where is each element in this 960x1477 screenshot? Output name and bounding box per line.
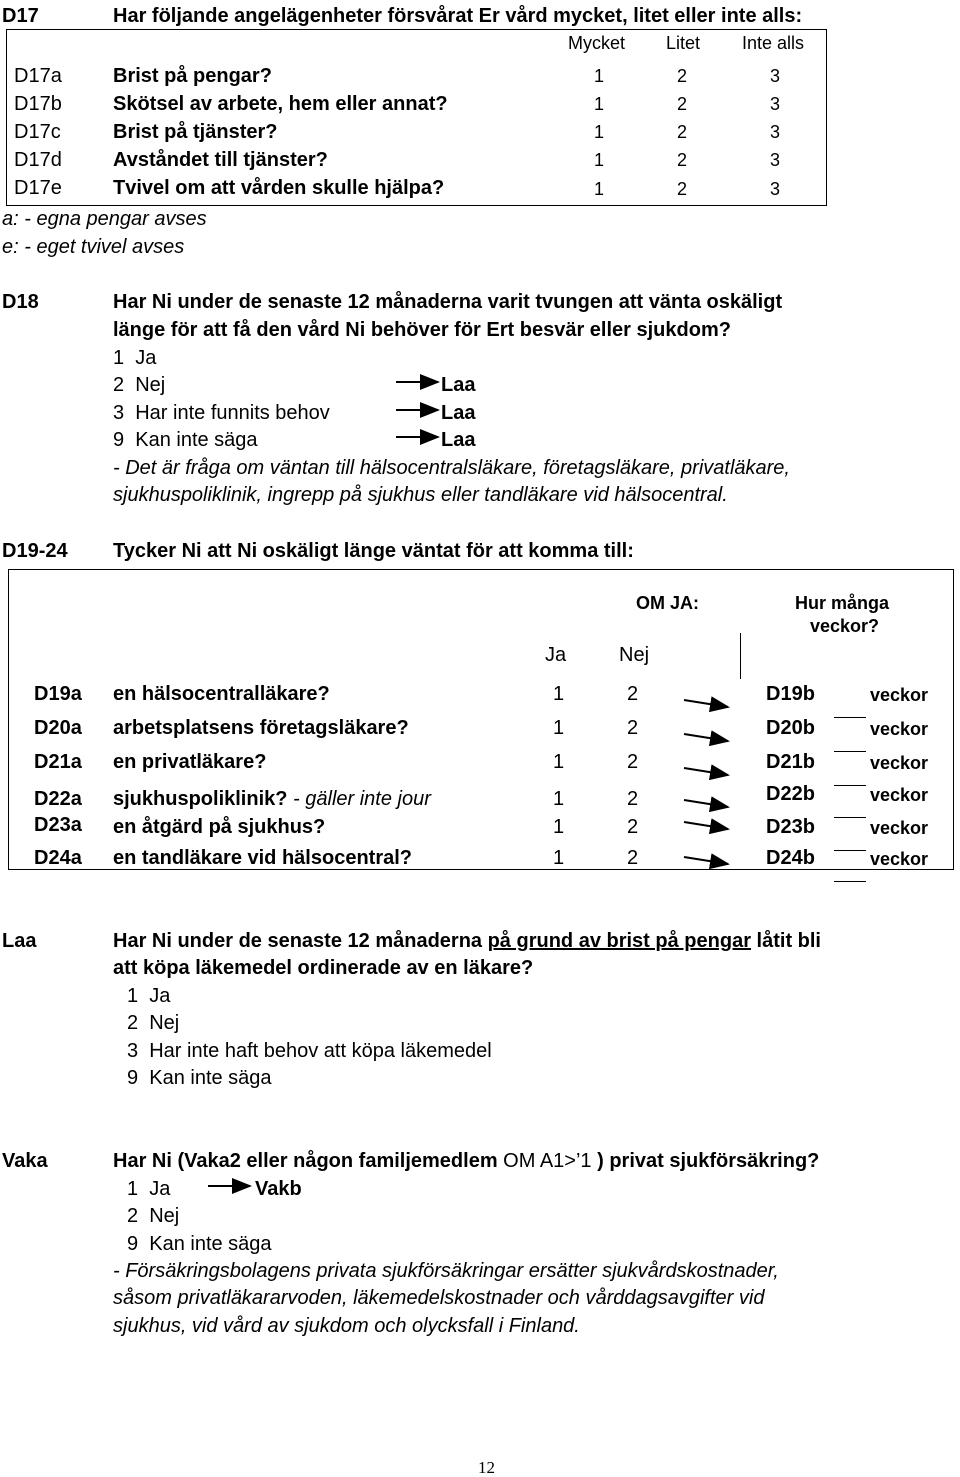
option-2[interactable]: 2: [677, 150, 688, 170]
vaka-q-bold2: ) privat sjukförsäkring?: [591, 1150, 820, 1172]
d18-note-line2: sjukhuspoliklinik, ingrepp på sjukhus eller tandläkare vid hälsocentral.: [113, 484, 728, 506]
row-unit: veckor: [870, 785, 929, 805]
row-unit: veckor: [870, 685, 929, 705]
row-code: D22a: [34, 788, 82, 810]
option-3[interactable]: 3: [770, 122, 781, 142]
item-text: Tvivel om att vården skulle hjälpa?: [113, 177, 445, 199]
row-sub-code: D20b: [766, 717, 815, 739]
weeks-blank[interactable]: [830, 770, 870, 790]
arrow-right-icon: [684, 730, 730, 748]
row-unit: veckor: [870, 753, 929, 773]
option-3[interactable]: 3: [770, 94, 781, 114]
d17-scale-inte-alls: Inte alls: [742, 33, 805, 53]
row-text: en privatläkare?: [113, 751, 267, 773]
option-no[interactable]: 2: [627, 816, 639, 838]
d18-option-cannot-say[interactable]: 9 Kan inte säga: [113, 429, 258, 451]
d18-option-nej[interactable]: 2 Nej: [113, 374, 166, 396]
vaka-goto-vakb[interactable]: Vakb: [255, 1178, 302, 1200]
option-3[interactable]: 3: [770, 66, 781, 86]
row-code: D21a: [34, 751, 82, 773]
vaka-code: Vaka: [2, 1150, 48, 1172]
laa-code: Laa: [2, 930, 37, 952]
weeks-blank[interactable]: [830, 835, 870, 855]
row-code: D24a: [34, 847, 82, 869]
d18-code: D18: [2, 291, 39, 313]
d18-option-ja[interactable]: 1 Ja: [113, 347, 157, 369]
option-yes[interactable]: 1: [553, 816, 565, 838]
arrow-right-icon: [396, 431, 440, 443]
laa-option-cannot-say[interactable]: 9 Kan inte säga: [127, 1067, 272, 1089]
row-sub-code: D19b: [766, 683, 815, 705]
weeks-blank[interactable]: [830, 736, 870, 756]
arrow-right-icon: [684, 854, 730, 868]
arrow-right-icon: [684, 764, 730, 782]
option-yes[interactable]: 1: [553, 683, 565, 705]
option-2[interactable]: 2: [677, 179, 688, 199]
item-code: D17c: [14, 121, 61, 143]
d17-question: Har följande angelägenheter försvårat Er vård mycket, litet eller inte alls:: [113, 5, 803, 27]
row-code: D23a: [34, 814, 82, 836]
row-unit: veckor: [870, 849, 929, 869]
vaka-note-line1: - Försäkringsbolagens privata sjukförsäkringar ersätter sjukvårdskostnader,: [113, 1260, 779, 1282]
option-no[interactable]: 2: [627, 683, 639, 705]
laa-q-post: låtit bli: [750, 930, 821, 952]
row-sub-code: D22b: [766, 783, 815, 805]
d17-scale-mycket: Mycket: [568, 33, 626, 53]
arrow-right-icon: [684, 818, 730, 836]
item-code: D17b: [14, 93, 62, 115]
row-extra: - gäller inte jour: [287, 788, 431, 810]
row-text: en hälsocentralläkare?: [113, 683, 330, 705]
option-yes[interactable]: 1: [553, 751, 565, 773]
option-yes[interactable]: 1: [553, 717, 565, 739]
weeks-blank[interactable]: [830, 866, 870, 886]
d18-goto-laa-3[interactable]: Laa: [441, 429, 476, 451]
row-sub-code: D23b: [766, 816, 815, 838]
arrow-right-icon: [396, 404, 440, 416]
laa-q-underline: på grund av brist på pengar: [487, 930, 751, 952]
vaka-option-ja[interactable]: 1 Ja: [127, 1178, 171, 1200]
option-2[interactable]: 2: [677, 94, 688, 114]
vaka-option-nej[interactable]: 2 Nej: [127, 1205, 180, 1227]
d18-question-line1: Har Ni under de senaste 12 månaderna varit tvungen att vänta oskäligt: [113, 291, 783, 313]
d19-24-code: D19-24: [2, 540, 68, 562]
d18-goto-laa-2[interactable]: Laa: [441, 402, 476, 424]
page-number: 12: [478, 1458, 495, 1477]
row-sub-code: D24b: [766, 847, 815, 869]
laa-option-nej[interactable]: 2 Nej: [127, 1012, 180, 1034]
row-text: en tandläkare vid hälsocentral?: [113, 847, 412, 869]
row-code: D20a: [34, 717, 82, 739]
arrow-right-icon: [208, 1180, 252, 1192]
option-yes[interactable]: 1: [553, 847, 565, 869]
vaka-note-line3: sjukhus, vid vård av sjukdom och olycksfall i Finland.: [113, 1315, 580, 1337]
option-3[interactable]: 3: [770, 179, 781, 199]
d18-goto-laa-1[interactable]: Laa: [441, 374, 476, 396]
option-1[interactable]: 1: [594, 94, 605, 114]
option-2[interactable]: 2: [677, 66, 688, 86]
laa-option-ja[interactable]: 1 Ja: [127, 985, 171, 1007]
option-1[interactable]: 1: [594, 66, 605, 86]
option-no[interactable]: 2: [627, 751, 639, 773]
item-text: Avståndet till tjänster?: [113, 149, 328, 171]
row-unit: veckor: [870, 818, 929, 838]
item-code: D17d: [14, 149, 62, 171]
item-code: D17a: [14, 65, 62, 87]
row-text-wrap: [113, 789, 431, 809]
ja-header: Ja: [545, 644, 567, 666]
option-1[interactable]: 1: [594, 150, 605, 170]
arrow-right-icon: [684, 796, 730, 814]
vaka-question: [113, 1151, 819, 1171]
row-text: arbetsplatsens företagsläkare?: [113, 717, 409, 739]
weeks-blank[interactable]: [830, 702, 870, 722]
hur-manga-label: Hur många: [795, 593, 890, 613]
option-1[interactable]: 1: [594, 179, 605, 199]
laa-question-line2: att köpa läkemedel ordinerade av en läkare?: [113, 957, 534, 979]
vaka-q-normal: OM A1>’1: [497, 1150, 592, 1172]
option-1[interactable]: 1: [594, 122, 605, 142]
d17-note-e: e: - eget tvivel avses: [2, 236, 185, 258]
option-no[interactable]: 2: [627, 717, 639, 739]
row-text: sjukhuspoliklinik?: [113, 788, 288, 810]
item-text: Brist på tjänster?: [113, 121, 278, 143]
om-ja-label: OM JA:: [636, 593, 699, 613]
d17-note-a: a: - egna pengar avses: [2, 208, 207, 230]
d18-question-line2: länge för att få den vård Ni behöver för Ert besvär eller sjukdom?: [113, 319, 731, 341]
arrow-right-icon: [396, 376, 440, 388]
d17-code: D17: [2, 5, 39, 27]
weeks-blank[interactable]: [830, 802, 870, 822]
laa-q-pre: Har Ni under de senaste 12 månaderna: [113, 930, 488, 952]
row-unit: veckor: [870, 719, 929, 739]
laa-option-no-need[interactable]: 3 Har inte haft behov att köpa läkemedel: [127, 1040, 492, 1062]
veckor-label: veckor?: [810, 616, 880, 636]
vaka-q-bold1: Har Ni (Vaka2 eller någon familjemedlem: [113, 1150, 498, 1172]
option-3[interactable]: 3: [770, 150, 781, 170]
option-no[interactable]: 2: [627, 788, 639, 810]
item-text: Brist på pengar?: [113, 65, 272, 87]
laa-question-line1: [113, 931, 821, 951]
row-code: D19a: [34, 683, 82, 705]
option-yes[interactable]: 1: [553, 788, 565, 810]
d18-option-no-need[interactable]: 3 Har inte funnits behov: [113, 402, 330, 424]
row-sub-code: D21b: [766, 751, 815, 773]
item-text: Skötsel av arbete, hem eller annat?: [113, 93, 448, 115]
d17-scale-litet: Litet: [666, 33, 701, 53]
nej-header: Nej: [619, 644, 650, 666]
d19-24-question: Tycker Ni att Ni oskäligt länge väntat för att komma till:: [113, 540, 634, 562]
vaka-option-cannot-say[interactable]: 9 Kan inte säga: [127, 1233, 272, 1255]
item-code: D17e: [14, 177, 62, 199]
d18-note-line1: - Det är fråga om väntan till hälsocentralsläkare, företagsläkare, privatläkare,: [113, 457, 790, 479]
option-2[interactable]: 2: [677, 122, 688, 142]
table-divider: [740, 633, 741, 679]
vaka-note-line2: såsom privatläkararvoden, läkemedelskostnader och vårddagsavgifter vid: [113, 1287, 765, 1309]
row-text: en åtgärd på sjukhus?: [113, 816, 326, 838]
arrow-right-icon: [684, 696, 730, 714]
option-no[interactable]: 2: [627, 847, 639, 869]
